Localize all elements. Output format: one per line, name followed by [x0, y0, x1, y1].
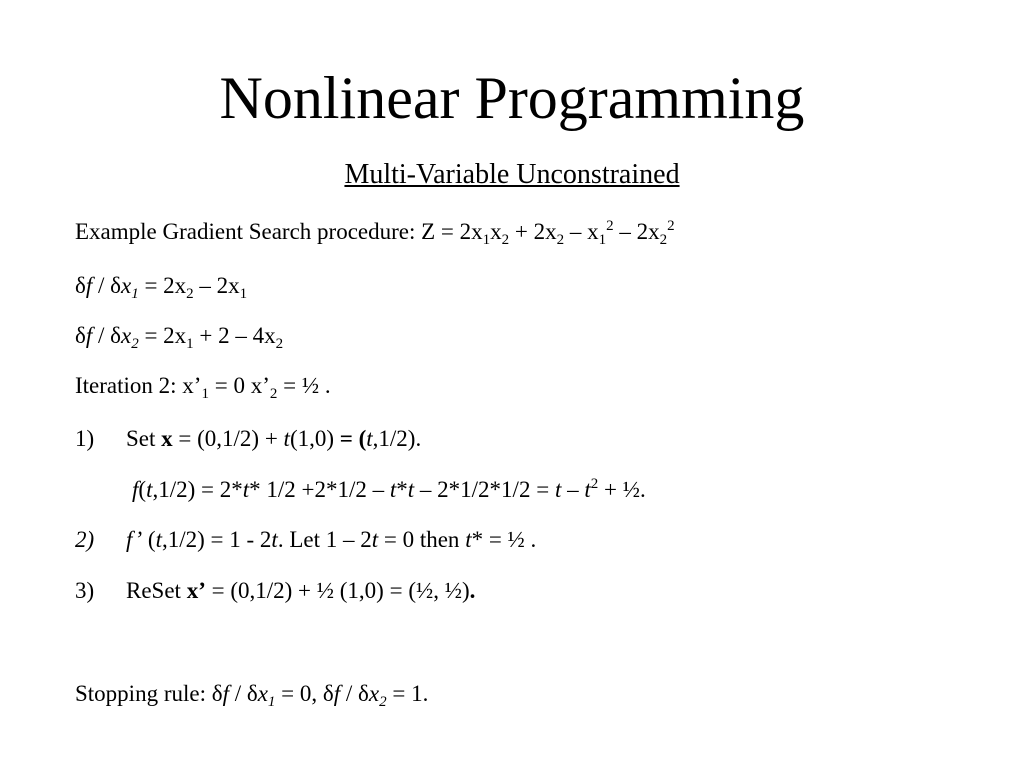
step-number: 3): [75, 578, 95, 603]
iteration-line: Iteration 2: $x’_1 = 0$ $x’_2$ = ½ .: [75, 373, 331, 402]
example-line: [75, 218, 675, 246]
objective-function: $Z = 2x_1x_2 + 2x_2 - x_1^2 - 2x_2^2$: [421, 218, 675, 248]
partial-derivative-x1: $\delta f / \delta x_1 = 2x_2 - 2x_1$: [75, 273, 248, 302]
step-3-line: 3) ReSet x’ = (0,1/2) + ½ (1,0) = (½, ½).: [75, 578, 476, 603]
partial-derivative-x2: $\delta f / \delta x_2 = 2x_1 + 2 - 4x_2$: [75, 323, 284, 352]
stopping-rule-line: Stopping rule: $\delta f / \delta x_1 = 0$, $\delta f / \delta x_2 = 1$.: [75, 681, 429, 710]
objective-at-t-line: f(t,1/2) = 2*t* $1/2 +2*1/2 - t*t - 2*1/2*1/2 = t - t^2$ + ½.: [132, 476, 646, 502]
step-2-line: 2) f’ (t,1/2) = 1 - 2t. Let 1 – 2t = 0 then t* = ½ .: [75, 527, 537, 552]
example-label: Example Gradient Search procedure:: [75, 219, 416, 244]
step-1-line: 1) Set x = (0,1/2) + t(1,0) = (t,1/2).: [75, 426, 422, 451]
slide-subtitle: Multi-Variable Unconstrained: [344, 159, 680, 190]
step-number: 2): [75, 527, 95, 552]
slide-title: Nonlinear Programming: [219, 65, 805, 131]
step-number: 1): [75, 426, 95, 451]
